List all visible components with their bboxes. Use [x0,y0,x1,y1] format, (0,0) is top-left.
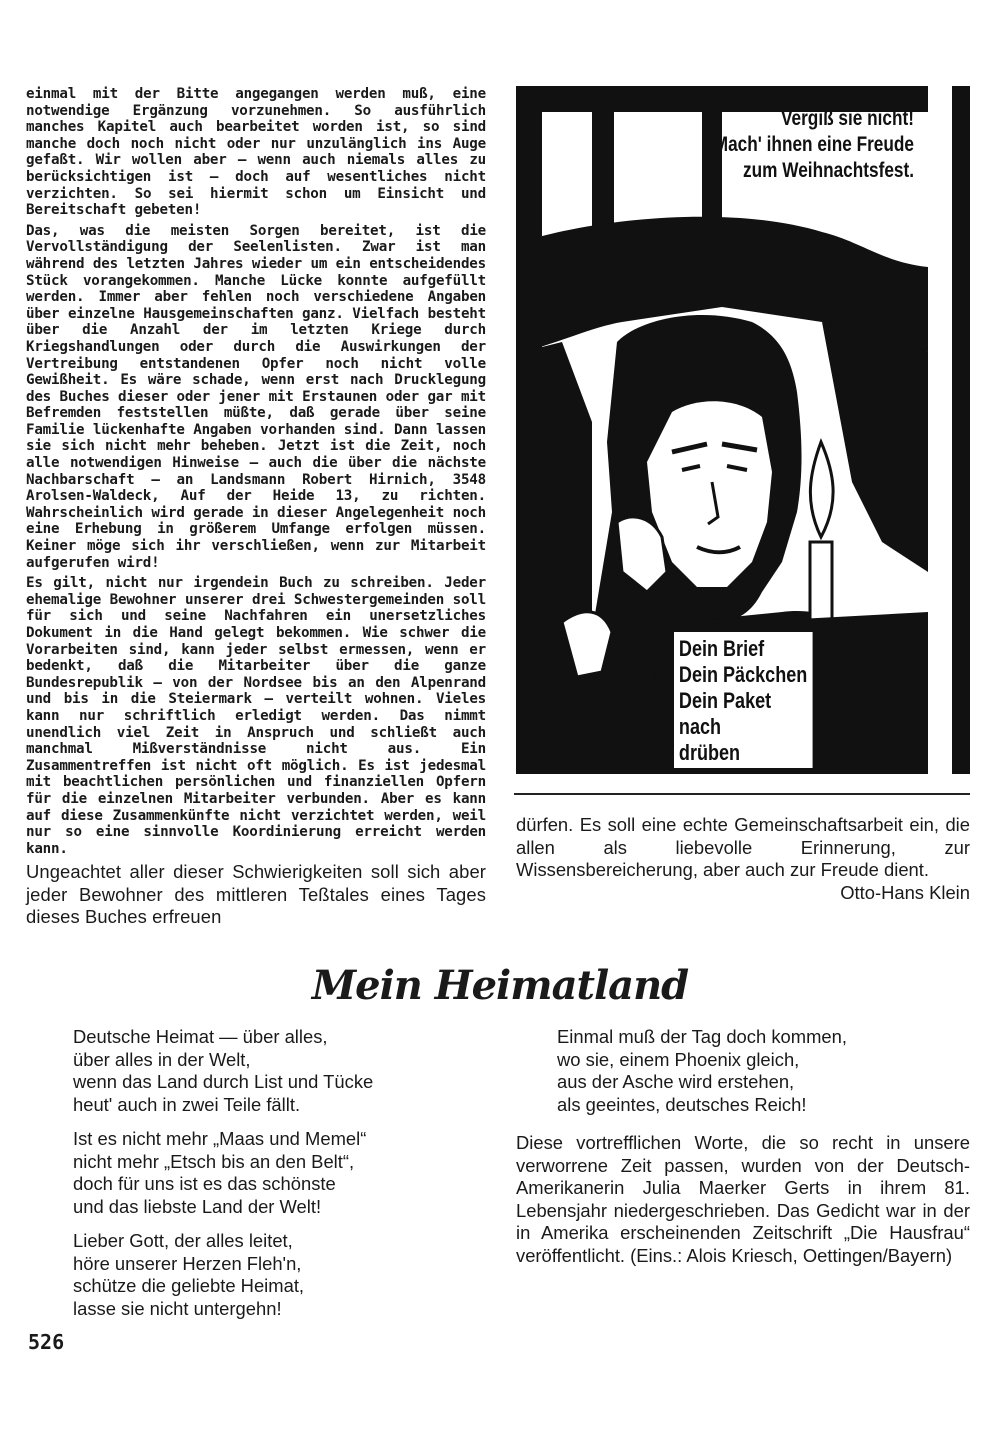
poem-left-column [73,1026,503,1332]
ad-headline-line-2: Mach' ihnen eine Freude [713,133,914,156]
article-paragraph-3: Es gilt, nicht nur irgendein Buch zu schreiben. Jeder ehemalige Bewohner unserer drei Schwestergemeinden soll für sich und seine Nachfahren ein unersetzliches Dokument in die Hand gelegt bekommen. Wie schwer die Vorarbeiten sind, kann jeder selbst ermessen, wenn er bedenkt, daß die Mitarbeiter über die ganze Bundesrepublik — von der Nordsee bis an den Alpenrand und bis in die Steiermark — verteilt wohnen. Vieles kann nur schriftlich erledigt werden. Das nimmt unendlich viel Zeit in Anspruch und schließt auch manchmal Mißverständnisse nicht aus. Ein Zusammentreffen ist nicht oft möglich. Es ist jedesmal mit beachtlichen persönlichen und finanziellen Opfern für die einzelnen Mitarbeiter verbunden. Aber es kann auf diese Zusammenkünfte nicht verzichtet werden, weil nur so eine sinnvolle Koordinierung erreicht werden kann. [26,575,486,857]
ad-bottom-line-5: drüben [678,740,741,765]
article-column [26,86,486,933]
poem-line: doch für uns ist es das schönste [73,1173,336,1194]
article-paragraph-1: einmal mit der Bitte angegangen werden muß, eine notwendige Ergänzung vorzunehmen. So ausführlich manches Kapitel auch bearbeitet worden ist, so sind manche doch noch nicht oder nur unzulänglich ins Auge gefaßt. Wir wollen aber — wenn auch niemals alles zu berücksichtigen ist — doch auf wesentliches nicht verzichten. So sei hiermit schon um Einsicht und Bereitschaft gebeten! [26,86,486,219]
poem-line: nicht mehr „Etsch bis an den Belt“, [73,1150,355,1172]
page-number: 526 [28,1330,65,1354]
article-paragraph-2: Das, was die meisten Sorgen bereitet, ist die Vervollständigung der Seelenlisten. Zwar ist man während des letzten Jahres wieder um ein entscheidendes Stück vorangekommen. Manche Lücke konnte aufgefüllt werden. Immer aber fehlen noch verschiedene Angaben über einzelne Hausgemeinschaften ganz. Vielfach besteht über die Anzahl der im letzten Kriege durch Kriegshandlungen oder durch die Auswirkungen der Vertreibung entstandenen Opfer noch nicht volle Gewißheit. Es wäre schade, wenn erst nach Drucklegung des Buches dieser oder jener mit Erstaunen oder gar mit Befremden feststellen müßte, daß gerade über seine Familie lückenhafte Angaben vorhanden sind. Dann lassen sie sich nicht mehr beheben. Jetzt ist die Zeit, noch alle notwendigen Hinweise — auch die über die nächste Nachbarschaft — an Landsmann Robert Hirnich, 3548 Arolsen-Waldeck, Auf der Heide 13, zu richten. Wahrscheinlich wird gerade in dieser Angelegenheit noch eine Erhebung in größerem Umfange erfolgen müssen. Keiner möge sich ihr verschließen, wenn zur Mitarbeit aufgerufen wird! [26,222,486,571]
poem-stanza-4 [557,1026,977,1116]
ad-bottom-line-3: Dein Paket [678,688,772,713]
poem-source-note: Diese vortrefflichen Worte, die so recht in unsere verworrene Zeit passen, wurden von der Deutsch-Amerikanerin Julia Maerker Gerts in ihrem 81. Lebensjahr niedergeschrieben. Das Gedicht war in der in Amerika erscheinenden Zeitschrift „Die Hausfrau“ veröffentlicht. (Eins.: Alois Kriesch, Oettingen/Bayern) [516,1132,970,1266]
poem-stanza-1 [73,1026,503,1116]
christmas-ad [516,86,970,774]
poem-line: Ist es nicht mehr „Maas und Memel“ [73,1128,367,1149]
poem-line: aus der Asche wird erstehen, [557,1071,795,1092]
poem-line: und das liebste Land der Welt! [73,1195,322,1217]
poem-line: lasse sie nicht untergehn! [73,1297,282,1319]
poem-line: höre unserer Herzen Fleh'n, [73,1252,302,1274]
ad-headline-line-1: Vergiß sie nicht! [780,107,914,130]
poem-line: heut' auch in zwei Teile fällt. [73,1093,301,1115]
column-divider-rule [514,793,970,795]
poem-line: Lieber Gott, der alles leitet, [73,1230,293,1251]
article-continuation-text: dürfen. Es soll eine echte Gemeinschaftsarbeit ein, die allen als liebevolle Erinnerung, zur Wissensbereicherung, aber auch zur Freude dient. [516,814,970,880]
poem-stanza-2 [73,1128,503,1218]
ad-frame-gap [928,86,952,774]
ad-panel [522,92,928,768]
poem-right-column [557,1026,977,1128]
poem-stanza-3 [73,1230,503,1320]
poem-line: schütze die geliebte Heimat, [73,1275,305,1296]
poem-line: Deutsche Heimat — über alles, [73,1026,328,1047]
article-continuation [516,814,970,904]
ad-headline-line-3: zum Weihnachtsfest. [743,159,914,182]
poem-line: als geeintes, deutsches Reich! [557,1093,807,1115]
ad-bottom-text [674,632,812,768]
article-closing-paragraph: Ungeachtet aller dieser Schwierigkeiten soll sich aber jeder Bewohner des mittleren Teßtales eines Tages dieses Buches erfreuen [26,861,486,928]
poem-title: Mein Heimatland [311,962,689,1009]
poem-line: über alles in der Welt, [73,1048,251,1070]
ad-bottom-line-4: nach [678,714,722,739]
poem-line: wenn das Land durch List und Tücke [73,1071,374,1092]
article-author: Otto-Hans Klein [840,881,970,903]
poem-line: wo sie, einem Phoenix gleich, [557,1048,800,1070]
ad-bottom-line-2: Dein Päckchen [678,662,808,687]
ad-headline [668,106,914,184]
ad-bottom-line-1: Dein Brief [678,636,765,661]
poem-line: Einmal muß der Tag doch kommen, [557,1026,847,1047]
